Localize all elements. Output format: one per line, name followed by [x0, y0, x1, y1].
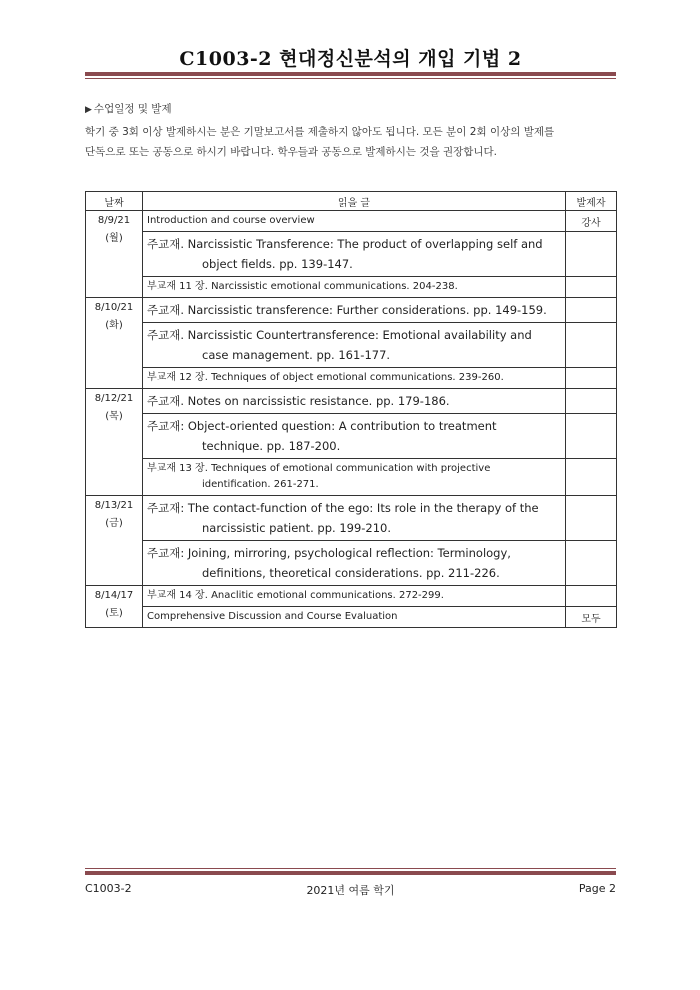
- triangle-icon: ▶: [85, 105, 92, 115]
- intro-line-1: 학기 중 3회 이상 발제하시는 분은 기말보고서를 제출하지 않아도 됩니다. 모든 분이 2회 이상의 발제를: [85, 126, 555, 138]
- table-row: [86, 323, 617, 368]
- session-day: (화): [105, 320, 123, 331]
- header-rule: [85, 72, 616, 76]
- session-day: (목): [105, 411, 123, 422]
- presenter-cell: [566, 459, 617, 496]
- session-date-cell: [86, 298, 143, 389]
- table-row: [86, 277, 617, 298]
- table-row: [86, 496, 617, 541]
- page-title: C1003-2 현대정신분석의 개입 기법 2: [179, 48, 522, 70]
- reading-cell: 부교재 13 장. Techniques of emotional communication with projective identification. 261-271.: [143, 459, 566, 496]
- presenter-cell: 강사: [566, 211, 617, 232]
- table-row: [86, 368, 617, 389]
- session-date: 8/12/21: [94, 393, 134, 404]
- table-row: [86, 541, 617, 586]
- presenter-cell: [566, 368, 617, 389]
- reading-cell: Introduction and course overview: [143, 211, 566, 232]
- presenter-cell: 모두: [566, 607, 617, 628]
- reading-cell: 주교재. Narcissistic Transference: The product of overlapping self and object fields. pp. 139-147.: [143, 232, 566, 277]
- presenter-cell: [566, 232, 617, 277]
- presenter-cell: [566, 277, 617, 298]
- presenter-cell: [566, 414, 617, 459]
- session-date-cell: [86, 389, 143, 496]
- session-day: (금): [105, 518, 123, 529]
- header-rule-thin: [85, 78, 616, 79]
- reading-cell: 부교재 14 장. Anaclitic emotional communications. 272-299.: [143, 586, 566, 607]
- schedule-table: [85, 191, 617, 628]
- session-day: (토): [105, 608, 123, 619]
- section-heading-text: 수업일정 및 발제: [93, 103, 172, 115]
- table-header-row: [86, 192, 617, 211]
- session-date-cell: [86, 211, 143, 298]
- session-date: 8/13/21: [94, 500, 134, 511]
- header-reading: 읽을 글: [143, 192, 566, 211]
- table-row: [86, 232, 617, 277]
- table-row: [86, 298, 617, 323]
- reading-cell: 주교재: Object-oriented question: A contribution to treatment technique. pp. 187-200.: [143, 414, 566, 459]
- table-row: [86, 414, 617, 459]
- reading-cell: 주교재. Narcissistic Countertransference: Emotional availability and case management. pp. 161-177.: [143, 323, 566, 368]
- page-footer: [85, 882, 616, 896]
- footer-semester: 2021년 여름 학기: [306, 884, 395, 897]
- reading-cell: 주교재. Narcissistic transference: Further considerations. pp. 149-159.: [143, 298, 566, 323]
- session-date-cell: [86, 496, 143, 586]
- session-day: (월): [105, 233, 123, 244]
- reading-cell: 부교재 12 장. Techniques of object emotional communications. 239-260.: [143, 368, 566, 389]
- header-date: 날짜: [86, 192, 143, 211]
- footer-page-number: Page 2: [578, 882, 616, 895]
- reading-cell: 주교재: The contact-function of the ego: Its role in the therapy of the narcissistic patient. pp. 199-210.: [143, 496, 566, 541]
- session-date: 8/14/17: [94, 590, 134, 601]
- presenter-cell: [566, 323, 617, 368]
- presenter-cell: [566, 496, 617, 541]
- reading-cell: 부교재 11 장. Narcissistic emotional communications. 204-238.: [143, 277, 566, 298]
- reading-cell: 주교재. Notes on narcissistic resistance. pp. 179-186.: [143, 389, 566, 414]
- footer-rule: [85, 871, 616, 875]
- table-row: [86, 211, 617, 232]
- reading-cell: Comprehensive Discussion and Course Evaluation: [143, 607, 566, 628]
- presenter-cell: [566, 298, 617, 323]
- section-heading: [85, 102, 616, 116]
- table-row: [86, 459, 617, 496]
- session-date: 8/9/21: [97, 215, 131, 226]
- presenter-cell: [566, 586, 617, 607]
- session-date: 8/10/21: [94, 302, 134, 313]
- table-row: [86, 607, 617, 628]
- table-row: [86, 389, 617, 414]
- reading-cell: 주교재: Joining, mirroring, psychological reflection: Terminology, definitions, theoretical considerations. pp. 211-226.: [143, 541, 566, 586]
- table-row: [86, 586, 617, 607]
- session-date-cell: [86, 586, 143, 628]
- presenter-cell: [566, 389, 617, 414]
- intro-section: [85, 102, 616, 162]
- presenter-cell: [566, 541, 617, 586]
- footer-rule-thin: [85, 868, 616, 869]
- header-presenter: 발제자: [566, 192, 617, 211]
- footer-course-code: C1003-2: [85, 882, 132, 895]
- intro-line-2: 단독으로 또는 공동으로 하시기 바랍니다. 학우들과 공동으로 발제하시는 것을 권장합니다.: [85, 146, 498, 158]
